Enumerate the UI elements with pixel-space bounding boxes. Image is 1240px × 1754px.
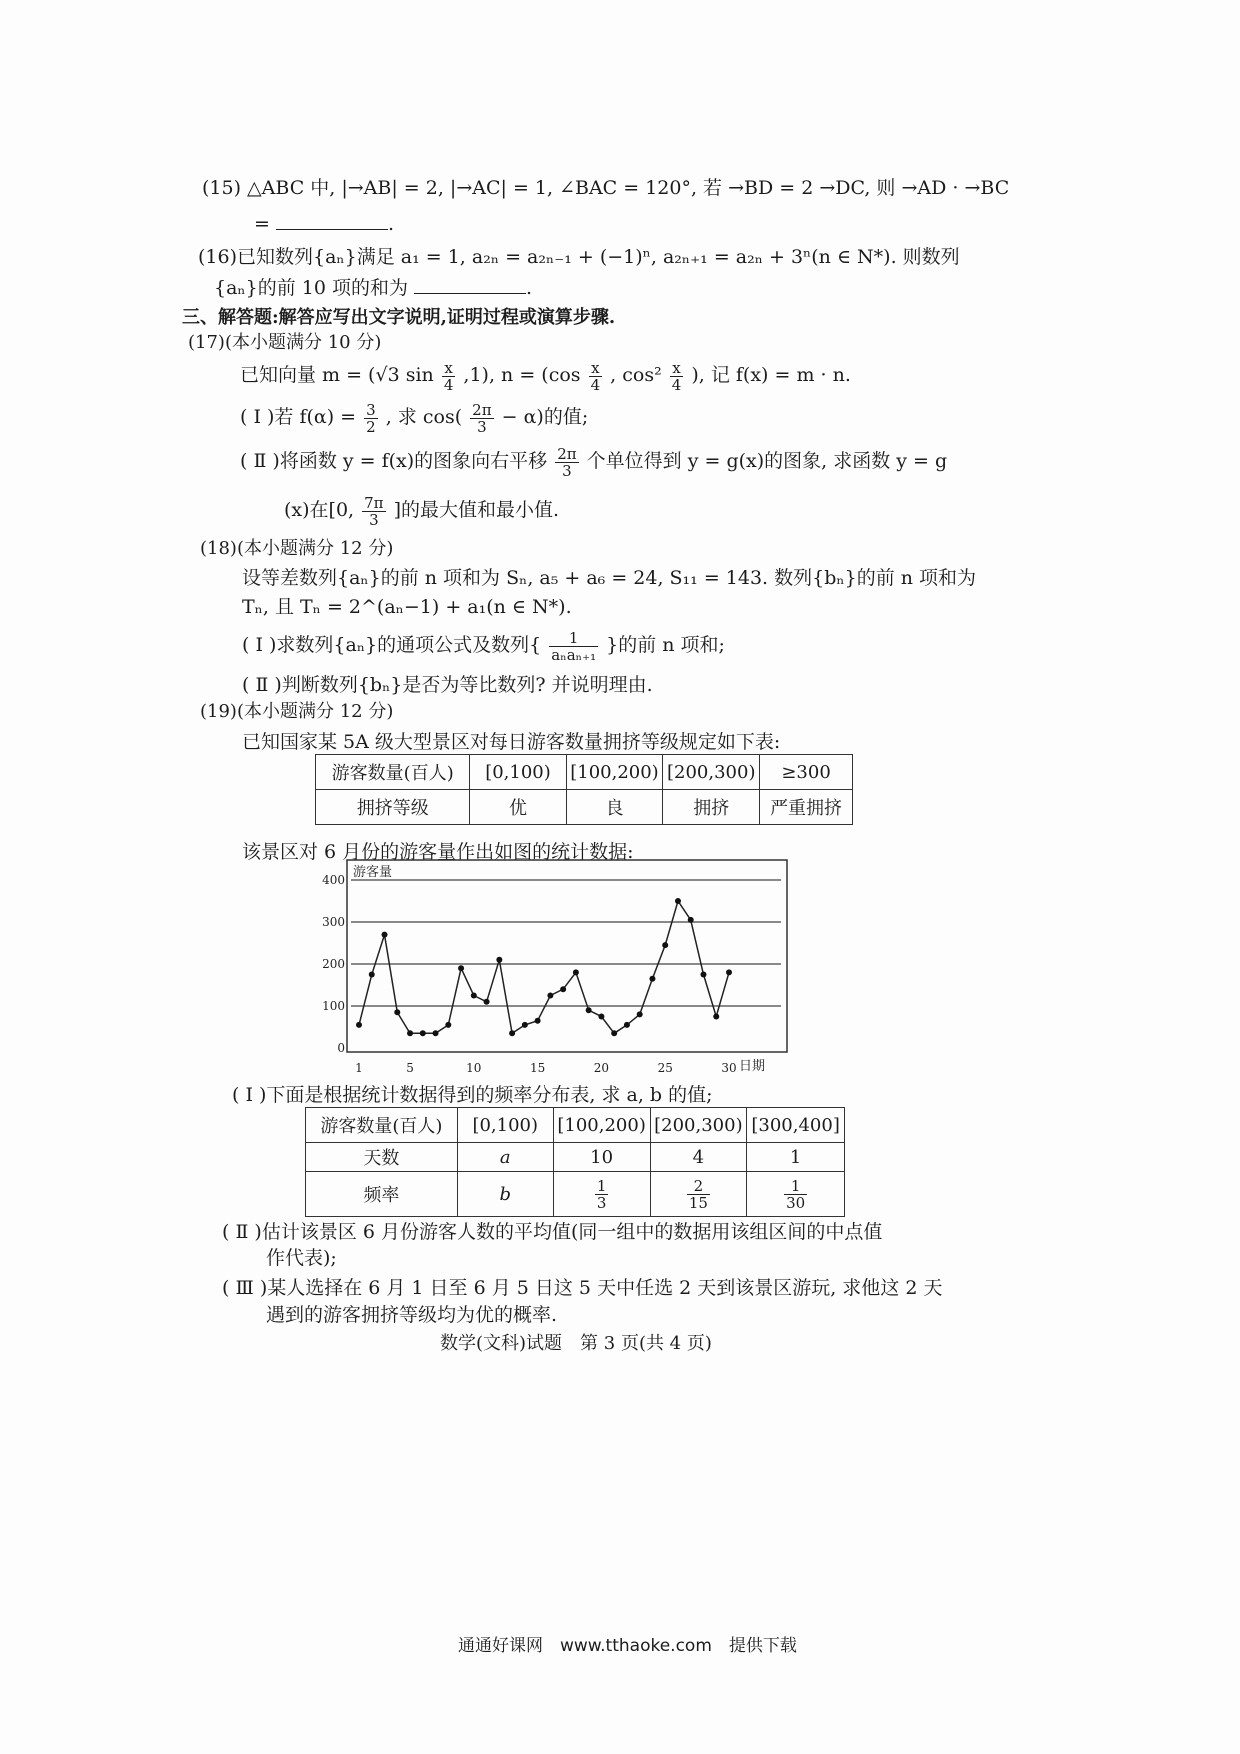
freq-frac <box>595 1178 609 1211</box>
data-point <box>688 917 694 923</box>
data-point <box>445 1022 451 1028</box>
q17-frac-3-2 <box>364 402 378 435</box>
data-point <box>637 1011 643 1017</box>
y-tick-label: 100 <box>322 999 345 1013</box>
q19-part3-line2: 遇到的游客拥挤等级均为优的概率. <box>266 1304 558 1326</box>
q17-part1 <box>240 400 588 435</box>
data-point <box>407 1030 413 1036</box>
data-point <box>700 972 706 978</box>
data-point <box>420 1030 426 1036</box>
data-point <box>382 932 388 938</box>
table-cell: ≥300 <box>760 755 853 790</box>
chart-xticks <box>355 1061 736 1075</box>
q17-part2-text-a: ( Ⅱ )将函数 y = f(x)的图象向右平移 <box>240 450 548 472</box>
q18-header: (18)(本小题满分 12 分) <box>200 538 394 559</box>
x-tick-label: 10 <box>466 1061 482 1075</box>
chart-points <box>356 898 732 1036</box>
q17-part1-text-c: − α)的值; <box>501 406 589 428</box>
table-cell: 拥挤等级 <box>316 790 470 825</box>
q18-part1-text-b: }的前 n 项和; <box>606 634 725 656</box>
table-cell: 优 <box>470 790 566 825</box>
data-point <box>713 1014 719 1020</box>
q18-frac <box>549 630 598 663</box>
site-footer: 通通好课网 www.tthaoke.com 提供下载 <box>458 1636 797 1656</box>
data-point <box>586 1007 592 1013</box>
data-point <box>598 1014 604 1020</box>
y-tick-label: 200 <box>322 957 345 971</box>
series-line <box>359 901 729 1033</box>
data-point <box>624 1022 630 1028</box>
q17-given-text-a: 已知向量 m = (√3 sin <box>240 364 434 386</box>
frequency-table <box>305 1107 845 1217</box>
frac-denominator: 4 <box>590 375 601 394</box>
x-tick-label: 25 <box>657 1061 673 1075</box>
q15-equals: = <box>254 213 270 235</box>
frac-numerator: 7π <box>364 493 384 512</box>
table-cell: [200,300) <box>650 1108 747 1143</box>
table-cell <box>650 1172 747 1217</box>
table-cell: 天数 <box>306 1143 458 1172</box>
q18-part2: ( Ⅱ )判断数列{bₙ}是否为等比数列? 并说明理由. <box>242 674 653 696</box>
q18-line2: Tₙ, 且 Tₙ = 2^(aₙ−1) + a₁(n ∈ N*). <box>242 596 572 618</box>
data-point <box>458 965 464 971</box>
q17-given <box>240 358 851 393</box>
table-cell: 游客数量(百人) <box>316 755 470 790</box>
table-row <box>316 755 853 790</box>
data-point <box>649 976 655 982</box>
table-cell: b <box>457 1172 553 1217</box>
q17-part1-text-a: ( Ⅰ )若 f(α) = <box>240 406 357 428</box>
table-row <box>316 790 853 825</box>
data-point <box>726 969 732 975</box>
data-point <box>356 1022 362 1028</box>
q17-given-text-c: , cos² <box>610 364 662 386</box>
q17-frac-x4-1 <box>442 360 456 393</box>
table-cell: a <box>457 1143 553 1172</box>
data-point <box>547 993 553 999</box>
data-point <box>484 999 490 1005</box>
freq-frac <box>687 1178 710 1211</box>
frac-denominator: 4 <box>671 375 682 394</box>
frac-numerator: 1 <box>549 630 598 647</box>
table-cell: [0,100) <box>457 1108 553 1143</box>
q17-frac-x4-2 <box>589 360 603 393</box>
q15-answer-blank <box>276 213 388 230</box>
frac-denominator: 3 <box>596 1193 607 1212</box>
frac-numerator: 2π <box>472 400 492 419</box>
q17-part2-text-d: ]的最大值和最小值. <box>393 499 560 521</box>
table-cell <box>553 1172 650 1217</box>
frac-denominator: 30 <box>786 1193 806 1212</box>
q16-answer-blank <box>414 277 526 294</box>
data-point <box>394 1009 400 1015</box>
data-point <box>535 1018 541 1024</box>
frac-denominator: 2 <box>366 417 376 436</box>
q19-part3-line1: ( Ⅲ )某人选择在 6 月 1 日至 6 月 5 日这 5 天中任选 2 天到该景区游玩, 求他这 2 天 <box>222 1277 943 1299</box>
q17-frac-2pi-3-b <box>555 446 578 479</box>
q17-frac-x4-3 <box>670 360 684 393</box>
data-point <box>560 986 566 992</box>
frac-numerator: x <box>589 360 603 377</box>
q17-given-text-d: ), 记 f(x) = m · n. <box>691 364 851 386</box>
frac-numerator: 3 <box>366 400 376 419</box>
frac-denominator: 3 <box>369 510 379 529</box>
data-point <box>522 1022 528 1028</box>
table-cell <box>747 1172 845 1217</box>
frac-numerator: 2 <box>687 1178 710 1195</box>
q19-part2-line2: 作代表); <box>266 1247 337 1269</box>
chart-yticks <box>322 873 345 1055</box>
data-point <box>675 898 681 904</box>
page-footer: 数学(文科)试题 第 3 页(共 4 页) <box>440 1333 712 1354</box>
frac-numerator: 1 <box>596 1176 607 1195</box>
section3-heading: 三、解答题:解答应写出文字说明,证明过程或演算步骤. <box>182 307 616 328</box>
frac-denominator: 15 <box>688 1193 708 1212</box>
data-point <box>611 1030 617 1036</box>
frac-numerator: 1 <box>784 1178 807 1195</box>
q19-part2-line1: ( Ⅱ )估计该景区 6 月份游客人数的平均值(同一组中的数据用该组区间的中点值 <box>222 1221 883 1243</box>
frac-numerator: 2π <box>557 444 577 463</box>
frac-numerator: x <box>442 360 456 377</box>
q18-part1-text-a: ( Ⅰ )求数列{aₙ}的通项公式及数列{ <box>242 634 542 656</box>
chart-frame <box>347 860 787 1052</box>
frac-denominator: 3 <box>562 461 572 480</box>
visitor-line-chart <box>322 858 795 1078</box>
x-tick-label: 1 <box>355 1061 363 1075</box>
data-point <box>433 1030 439 1036</box>
freq-frac <box>784 1178 807 1211</box>
q17-part2-text-c: (x)在[0, <box>284 499 355 521</box>
q16-line1: (16)已知数列{aₙ}满足 a₁ = 1, a₂ₙ = a₂ₙ₋₁ + (−1)ⁿ, a₂ₙ₊₁ = a₂ₙ + 3ⁿ(n ∈ N*). 则数列 <box>198 246 960 268</box>
q17-part2-text-b: 个单位得到 y = g(x)的图象, 求函数 y = g <box>586 450 948 472</box>
y-tick-label: 300 <box>322 915 345 929</box>
table-cell: 频率 <box>306 1172 458 1217</box>
q16-text: {aₙ}的前 10 项的和为 <box>214 277 408 299</box>
q16-line2: {aₙ}的前 10 项的和为 . <box>214 277 533 299</box>
x-tick-label: 30 <box>721 1061 737 1075</box>
q19-intro: 已知国家某 5A 级大型景区对每日游客数量拥挤等级规定如下表: <box>242 731 781 753</box>
y-axis-label: 游客量 <box>353 865 393 880</box>
table-row <box>306 1108 845 1143</box>
frac-denominator: aₙaₙ₊₁ <box>551 645 597 664</box>
q17-frac-2pi-3 <box>470 402 493 435</box>
table-row <box>306 1172 845 1217</box>
q17-frac-7pi-3 <box>362 495 385 528</box>
table-cell: 1 <box>747 1143 845 1172</box>
q19-header: (19)(本小题满分 12 分) <box>200 701 394 722</box>
x-tick-label: 5 <box>406 1061 414 1075</box>
table-cell: [0,100) <box>470 755 566 790</box>
data-point <box>509 1030 515 1036</box>
frac-numerator: x <box>670 360 684 377</box>
table-cell: [100,200) <box>553 1108 650 1143</box>
x-tick-label: 15 <box>529 1061 546 1075</box>
data-point <box>369 972 375 978</box>
q17-part2-cont <box>284 493 559 528</box>
table-row <box>306 1143 845 1172</box>
x-tick-label: 20 <box>593 1061 610 1075</box>
q18-part1 <box>242 625 725 665</box>
q15-line1: (15) △ABC 中, |→AB| = 2, |→AC| = 1, ∠BAC = 120°, 若 →BD = 2 →DC, 则 →AD · →BC <box>202 177 1010 199</box>
q19-part1: ( Ⅰ )下面是根据统计数据得到的频率分布表, 求 a, b 的值; <box>232 1084 713 1106</box>
table-cell: [200,300) <box>663 755 760 790</box>
q19-chart-intro: 该景区对 6 月份的游客量作出如图的统计数据: <box>242 841 634 863</box>
q17-given-text-b: ,1), n = (cos <box>463 364 581 386</box>
frac-denominator: 4 <box>443 375 454 394</box>
table-cell: [300,400] <box>747 1108 845 1143</box>
crowding-level-table <box>315 754 853 825</box>
q17-part1-text-b: , 求 cos( <box>385 406 463 428</box>
table-cell: [100,200) <box>566 755 663 790</box>
y-tick-label: 400 <box>322 873 345 887</box>
frac-denominator: 3 <box>477 417 487 436</box>
table-cell: 游客数量(百人) <box>306 1108 458 1143</box>
x-axis-label: 日期 <box>739 1059 766 1074</box>
data-point <box>662 942 668 948</box>
data-point <box>496 957 502 963</box>
table-cell: 10 <box>553 1143 650 1172</box>
table-cell: 4 <box>650 1143 747 1172</box>
y-tick-label: 0 <box>337 1041 345 1055</box>
chart-grid <box>351 880 781 1006</box>
q17-part2 <box>240 444 947 479</box>
q15-line2: = . <box>254 213 395 235</box>
table-cell: 良 <box>566 790 663 825</box>
table-cell: 拥挤 <box>663 790 760 825</box>
q18-line1: 设等差数列{aₙ}的前 n 项和为 Sₙ, a₅ + a₆ = 24, S₁₁ = 143. 数列{bₙ}的前 n 项和为 <box>242 567 977 589</box>
data-point <box>573 969 579 975</box>
table-cell: 严重拥挤 <box>760 790 853 825</box>
q17-header: (17)(本小题满分 10 分) <box>188 332 382 353</box>
data-point <box>471 993 477 999</box>
